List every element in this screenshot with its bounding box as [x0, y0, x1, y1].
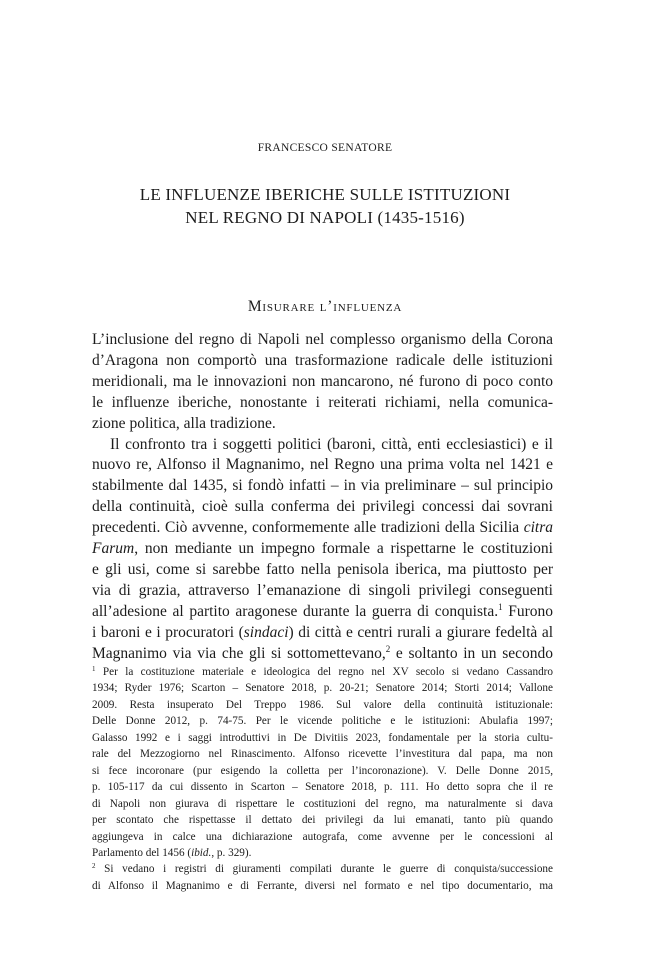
footnote-text: , p. 329).: [211, 846, 252, 859]
title-line: LE INFLUENZE IBERICHE SULLE ISTITUZIONI: [139, 185, 511, 204]
footnote-text: Per la costituzione materiale e ideologica del regno nel XV secolo si vedano Cassandro: [95, 666, 553, 678]
body-text-run: ) di città e centri rurali a giurare fedeltà al: [288, 623, 554, 641]
footnote-line: per scontato che rispettasse il dettato dei privilegi da lui emanati, tanto più quando: [92, 814, 553, 827]
body-line: e gli usi, come si sarebbe fatto nella penisola iberica, ma piuttosto per: [92, 560, 553, 578]
footnote-italic: ibid.: [191, 846, 212, 859]
footnote-line: aggiungeva in calce una dichiarazione autografa, come avvenne per le concessioni al: [92, 830, 553, 843]
body-text-run: e soltanto in un secondo: [390, 644, 553, 662]
body-line: Il confronto tra i soggetti politici (baroni, città, enti ecclesiastici) e il: [110, 435, 553, 453]
body-line: L’inclusione del regno di Napoli nel complesso organismo della Corona: [92, 331, 553, 348]
body-italic-run: Farum: [92, 540, 135, 558]
body-line: [92, 518, 553, 539]
footnote-line: si fece incoronare (pur esigendo la colletta per l’incoronazione). V. Delle Donne 2015,: [92, 764, 553, 777]
footnote-line: Delle Donne 2012, p. 74-75. Per le vicende politiche e le istituzioni: Abulafia 1997;: [92, 715, 553, 728]
body-line: [92, 623, 553, 644]
title-line: NEL REGNO DI NAPOLI (1435-1516): [185, 208, 465, 227]
body-line: [92, 602, 553, 623]
body-line: [92, 644, 553, 665]
body-text-run: precedenti. Ciò avvenne, conformemente alle tradizioni della Sicilia: [92, 519, 524, 537]
body-text-run: all’adesione al partito aragonese durante la guerra di conquista.: [92, 602, 499, 620]
footnote-line: [92, 664, 553, 680]
author-name: FRANCESCO SENATORE: [257, 142, 393, 154]
footnote-ref[interactable]: 2: [385, 643, 391, 654]
body-italic-run: sindaci: [243, 623, 289, 641]
footnote-line: 1934; Ryder 1976; Scarton – Senatore 2018, p. 20-21; Senatore 2014; Storti 2014; Vallone: [92, 682, 553, 695]
article-title: [0, 183, 650, 229]
body-line: della continuità, cioè sulla conferma dei privilegi concessi dai sovrani: [92, 498, 553, 516]
body-text: [92, 330, 553, 665]
body-italic-run: citra: [523, 519, 553, 537]
footnote-line: 2009. Resta insuperato Del Treppo 1986. Sul valore della continuità istituzionale:: [92, 698, 553, 711]
body-line: zione politica, alla tradizione.: [92, 414, 276, 432]
body-line: stabilmente dal 1435, si fondò infatti – in via preliminare – sul principio: [92, 477, 553, 495]
body-text-run: Furono: [502, 602, 553, 620]
footnote-ref[interactable]: 1: [498, 601, 503, 612]
footnote-line: Galasso 1992 e i saggi introduttivi in De Divitiis 2023, fondamentale per la storia cultu-: [92, 731, 553, 744]
footnote-line: p. 105-117 da cui dissento in Scarton – Senatore 2018, p. 111. Ho detto sopra che il re: [92, 781, 553, 794]
body-line: nuovo re, Alfonso il Magnanimo, nel Regno una prima volta nel 1421 e: [92, 456, 553, 474]
footnote-line: di Alfonso il Magnanimo e di Ferrante, diversi nel formato e nel tipo documentario, ma: [92, 879, 553, 892]
body-text-run: i baroni e i procuratori (: [92, 623, 244, 641]
body-line: le influenze iberiche, nonostante i reiterati richiami, nella comunica-: [92, 393, 553, 411]
footnote-marker: 2: [92, 862, 96, 871]
footnote-marker: 1: [92, 665, 96, 673]
footnote-line: [92, 861, 553, 877]
footnote-text: Parlamento del 1456 (: [92, 846, 192, 859]
footnote-line: rale del Mezzogiorno nel Rinascimento. Alfonso ricevette l’investitura dal papa, ma non: [92, 748, 553, 761]
body-text-run: , non mediante un impegno formale a rispettarne le costituzioni: [134, 540, 553, 558]
body-line: d’Aragona non comportò una trasformazione radicale delle istituzioni: [92, 351, 553, 369]
footnotes: [92, 664, 553, 894]
body-line: meridionali, ma le innovazioni non mancarono, né furono di poco conto: [92, 372, 553, 390]
section-heading: Misurare l’influenza: [247, 298, 403, 315]
body-line: [92, 539, 553, 560]
footnote-text: Si vedano i registri di giuramenti compilati durante le guerre di conquista/successione: [95, 863, 553, 876]
body-line: via di grazia, attraverso l’emanazione di singoli privilegi conseguenti: [92, 581, 553, 599]
body-text-run: Magnanimo via via che gli si sottomettevano,: [92, 644, 386, 662]
footnote-line: di Napoli non giurava di rispettare le costituzioni del regno, ma naturalmente si dava: [92, 797, 553, 810]
footnote-line: [92, 845, 553, 861]
